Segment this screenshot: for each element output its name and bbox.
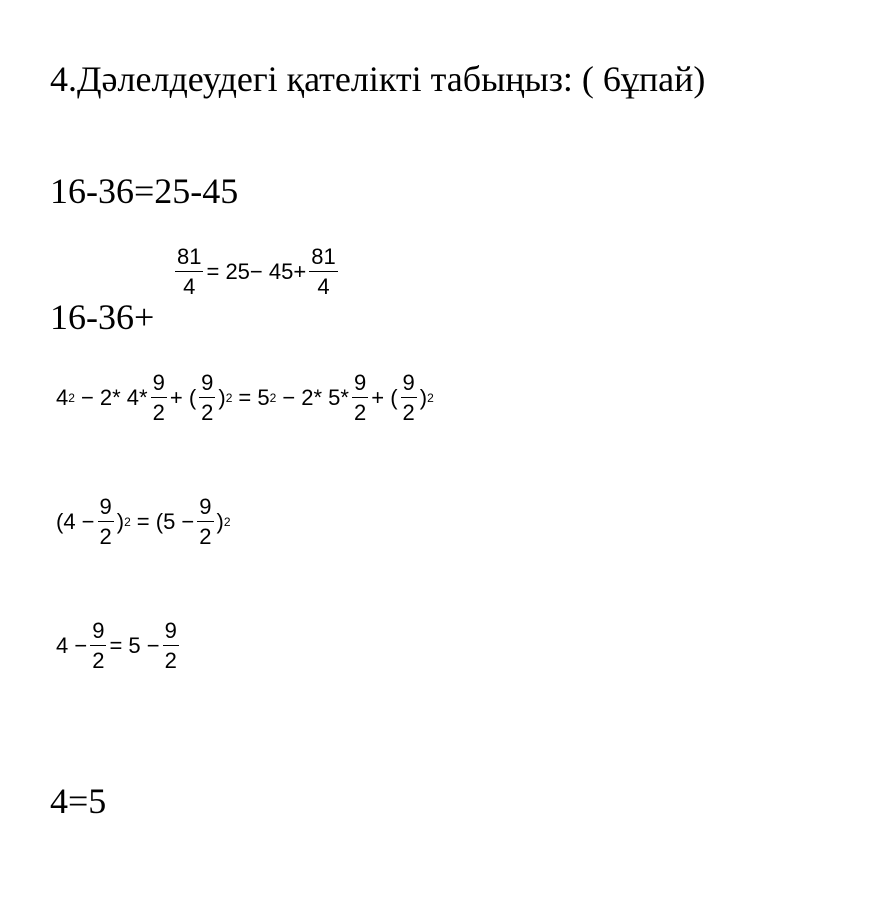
- fraction: $\frac{9}{2}$: [99, 494, 112, 549]
- fraction: $\frac{9}{2}$: [199, 494, 212, 549]
- formula-text: = 25− 45+: [206, 259, 307, 284]
- fraction: $\frac{9}{2}$: [92, 618, 105, 673]
- problem-title: 4.Дәлелдеудегі қателікті табыңыз: ( 6ұпай): [50, 59, 706, 99]
- fraction: $\frac{81}{4}$: [311, 244, 336, 299]
- fraction: $\frac{9}{2}$: [353, 370, 367, 425]
- fraction: $\frac{9}{2}$: [152, 370, 165, 425]
- equation-line-4: (4 − $\frac{9}{2}$ ) 2 = (5 − $\frac{9}{2}$ ) 2: [56, 494, 231, 549]
- fraction: $\frac{81}{4}$: [177, 244, 202, 299]
- equation-line-6: 4=5: [50, 781, 107, 821]
- equation-line-3: 4 2 − 2* 4* $\frac{9}{2}$ + ( $\frac{9}{2}$ ) 2 = 5 2 − 2* 5* $\frac{9}{2}$ + ( $\frac{9}{2}$ ) 2: [56, 370, 434, 425]
- equation-line-1: 16-36=25-45: [50, 171, 239, 211]
- equation-line-2-prefix: 16-36+: [50, 297, 155, 337]
- fraction: $\frac{9}{2}$: [164, 618, 177, 673]
- fraction: $\frac{9}{2}$: [402, 370, 415, 425]
- fraction: $\frac{9}{2}$: [201, 370, 214, 425]
- equation-line-2-formula: [172, 246, 341, 298]
- equation-line-5: 4 − $\frac{9}{2}$ = 5 − $\frac{9}{2}$: [56, 618, 177, 673]
